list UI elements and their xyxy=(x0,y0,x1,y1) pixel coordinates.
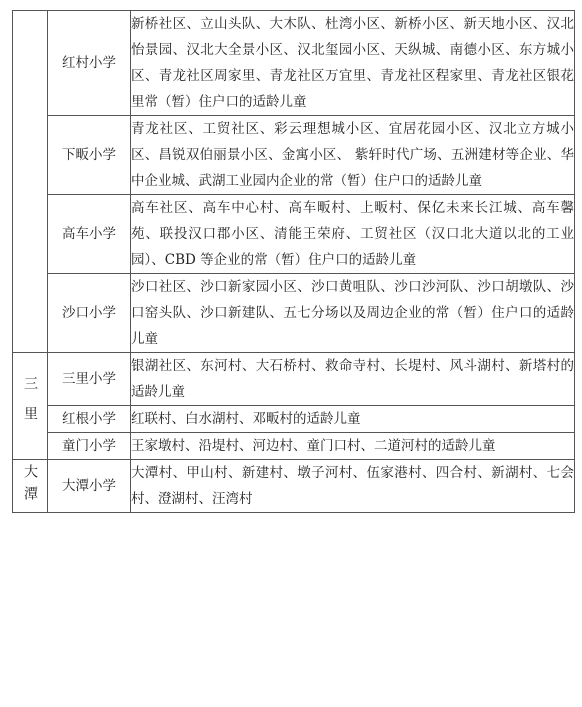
table-row xyxy=(13,406,575,433)
table-row xyxy=(13,433,575,460)
school-name: 大潭小学 xyxy=(48,460,131,513)
school-name: 下畈小学 xyxy=(48,116,131,195)
catchment-area: 大潭村、甲山村、新建村、墩子河村、伍家港村、四合村、新湖村、七会村、澄湖村、汪湾村 xyxy=(131,460,575,513)
table-row xyxy=(13,116,575,195)
catchment-area: 红联村、白水湖村、邓畈村的适龄儿童 xyxy=(131,406,575,433)
district-cell xyxy=(13,353,48,460)
table-row xyxy=(13,274,575,353)
school-name: 红村小学 xyxy=(48,11,131,116)
school-name: 童门小学 xyxy=(48,433,131,460)
catchment-area: 王家墩村、沿堤村、河边村、童门口村、二道河村的适龄儿童 xyxy=(131,433,575,460)
school-name: 红根小学 xyxy=(48,406,131,433)
district-name: 三里 xyxy=(22,376,38,436)
catchment-area: 青龙社区、工贸社区、彩云理想城小区、宜居花园小区、汉北立方城小区、昌锐双伯丽景小区、金寓小区、 紫轩时代广场、五洲建材等企业、华中企业城、武湖工业园内企业的常（暂）住户口的适龄儿童 xyxy=(131,116,575,195)
table-row xyxy=(13,195,575,274)
school-name: 三里小学 xyxy=(48,353,131,406)
table-row xyxy=(13,353,575,406)
table-row xyxy=(13,11,575,116)
district-cell xyxy=(13,11,48,353)
school-name: 高车小学 xyxy=(48,195,131,274)
district-name: 大潭 xyxy=(22,464,38,508)
enrollment-table xyxy=(12,10,575,513)
catchment-area: 高车社区、高车中心村、高车畈村、上畈村、保亿未来长江城、高车馨苑、联投汉口郡小区、清能王荣府、工贸社区（汉口北大道以北的工业园）、CBD 等企业的常（暂）住户口的适龄儿童 xyxy=(131,195,575,274)
table-row xyxy=(13,460,575,513)
district-cell xyxy=(13,460,48,513)
catchment-area: 银湖社区、东河村、大石桥村、救命寺村、长堤村、风斗湖村、新塔村的适龄儿童 xyxy=(131,353,575,406)
catchment-area: 新桥社区、立山头队、大木队、杜湾小区、新桥小区、新天地小区、汉北怡景园、汉北大全景小区、汉北玺园小区、天纵城、南德小区、东方城小区、青龙社区周家里、青龙社区万宜里、青龙社区程家里、青龙社区银花里常（暂）住户口的适龄儿童 xyxy=(131,11,575,116)
catchment-area: 沙口社区、沙口新家园小区、沙口黄咀队、沙口沙河队、沙口胡墩队、沙口窑头队、沙口新建队、五七分场以及周边企业的常（暂）住户口的适龄儿童 xyxy=(131,274,575,353)
school-name: 沙口小学 xyxy=(48,274,131,353)
